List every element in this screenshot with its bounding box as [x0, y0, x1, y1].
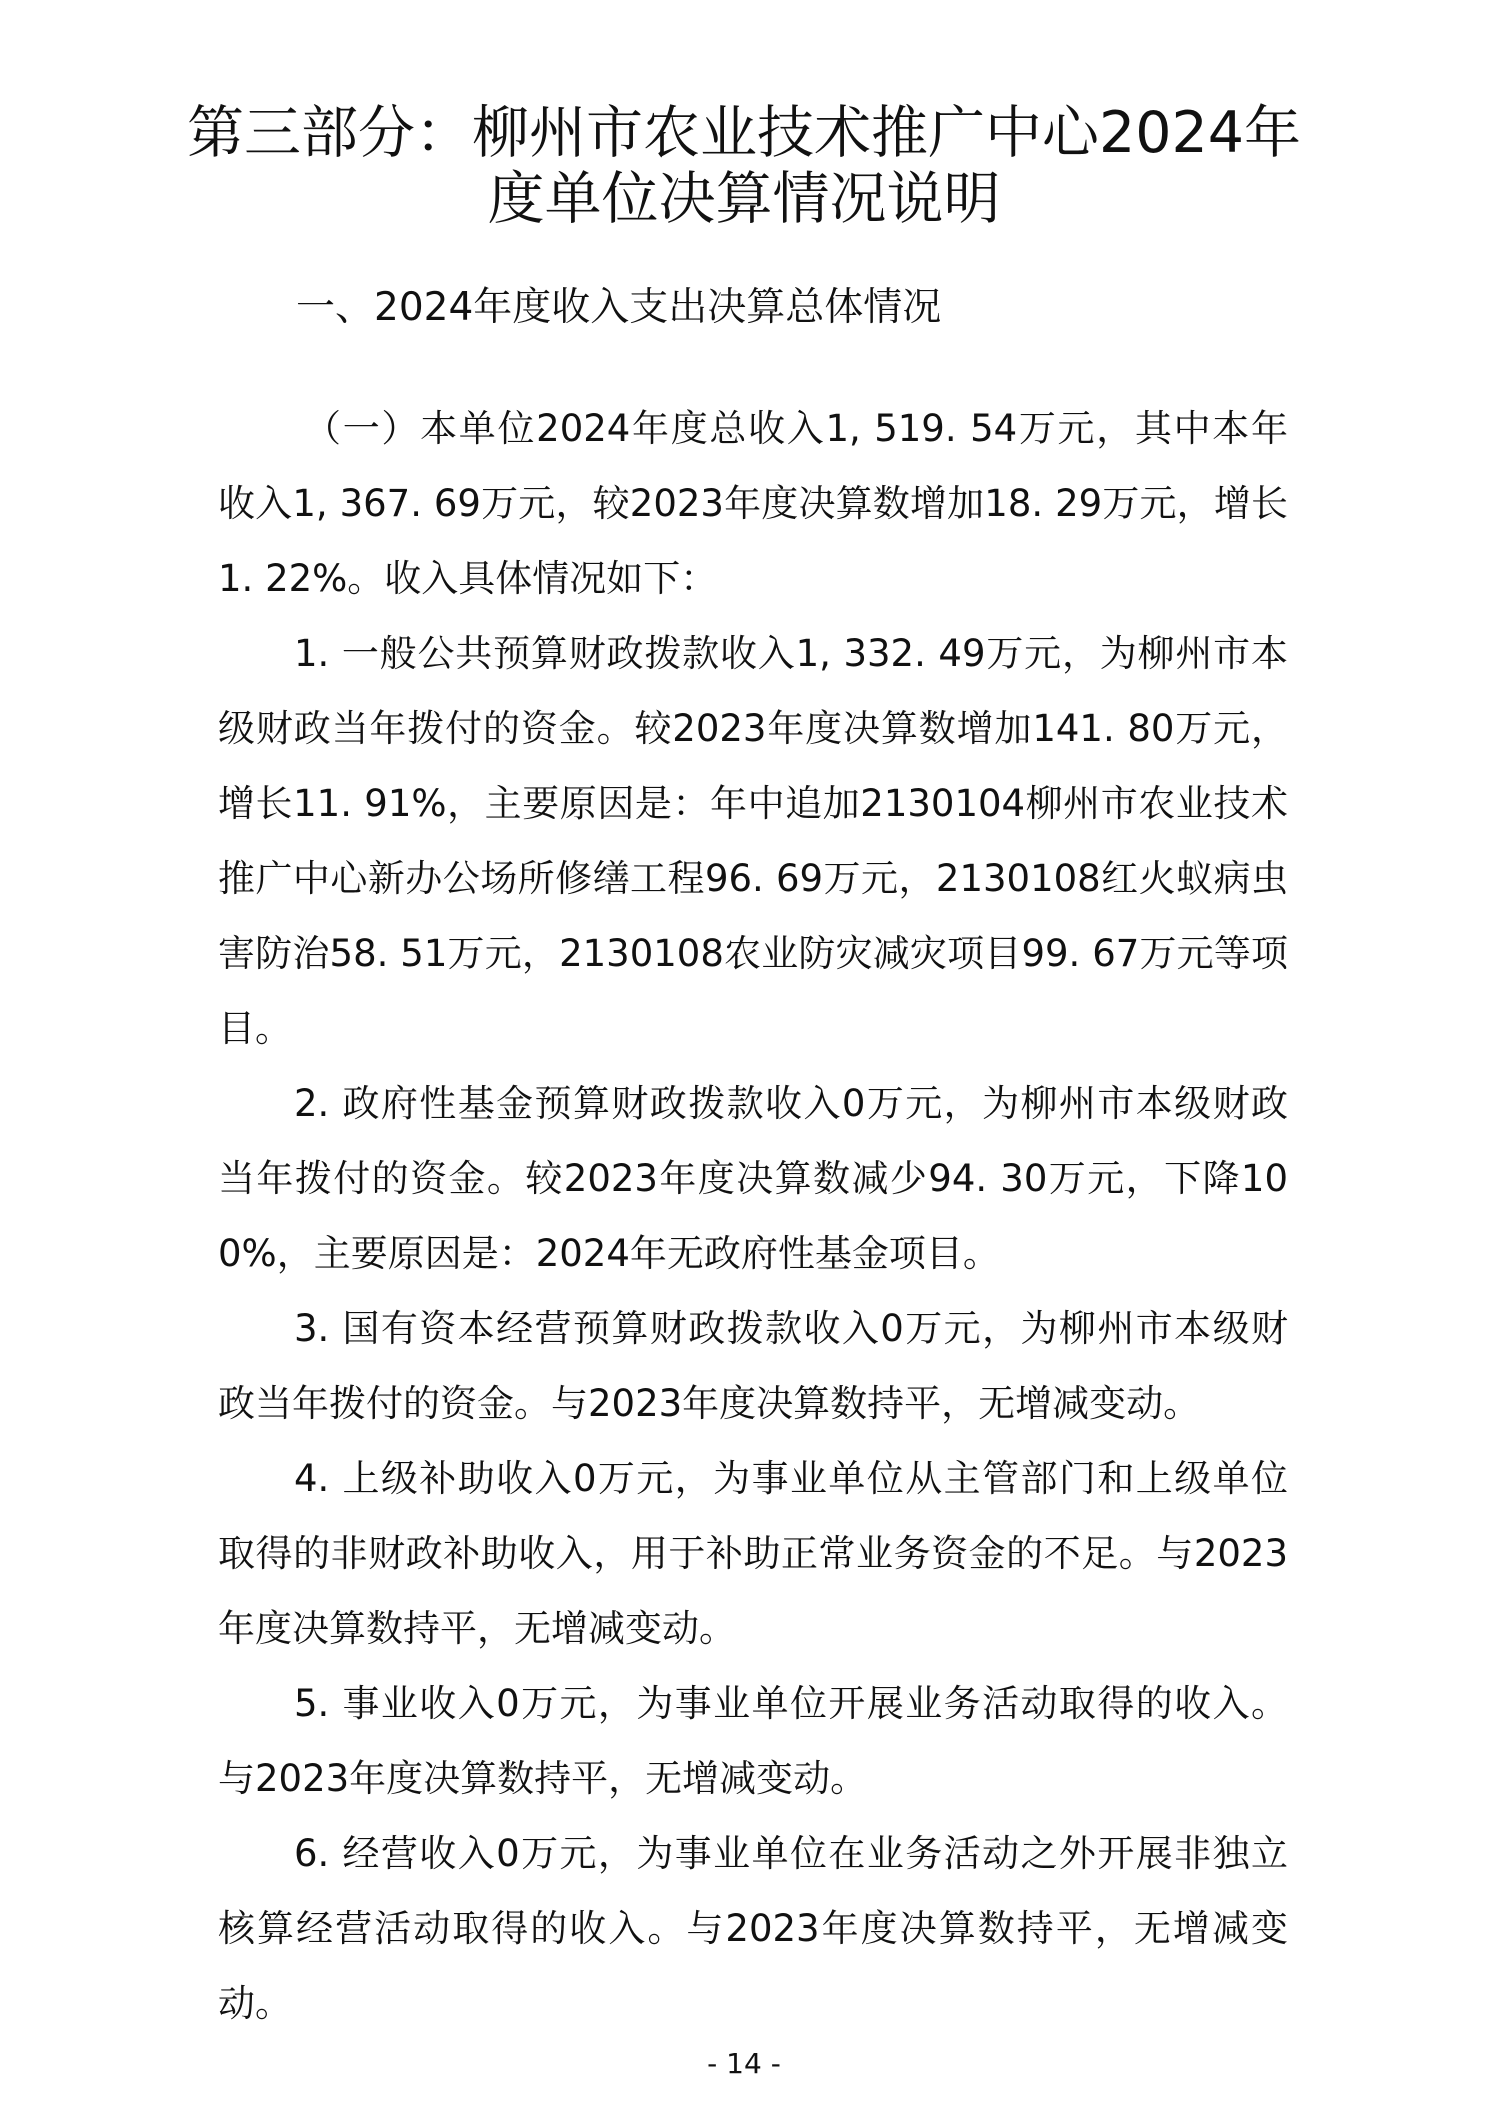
paragraph-operating-income: 6. 经营收入0万元，为事业单位在业务活动之外开展非独立核算经营活动取得的收入。与2023年度决算数持平，无增减变动。 — [218, 1832, 1288, 2025]
paragraph-general-budget: 1. 一般公共预算财政拨款收入1, 332. 49万元，为柳州市本级财政当年拨付的资金。较2023年度决算数增加141. 80万元，增长11. 91%，主要原因是：年中追加2130104柳州市农业技术推广中心新办公场所修缮工程96. 69万元，2130108红火蚁病虫害防治58. 51万元，2130108农业防灾减灾项目99. 67万元等项目。 — [218, 632, 1288, 1050]
paragraph-government-fund: 2. 政府性基金预算财政拨款收入0万元，为柳州市本级财政当年拨付的资金。较2023年度决算数减少94. 30万元，下降100%，主要原因是：2024年无政府性基金项目。 — [218, 1082, 1288, 1275]
paragraph-total-income: （一）本单位2024年度总收入1, 519. 54万元，其中本年收入1, 367. 69万元，较2023年度决算数增加18. 29万元，增长1. 22%。收入具体情况如下： — [218, 407, 1288, 600]
paragraph-superior-subsidy: 4. 上级补助收入0万元，为事业单位从主管部门和上级单位取得的非财政补助收入，用于补助正常业务资金的不足。与2023年度决算数持平，无增减变动。 — [218, 1457, 1288, 1650]
page-number: - 14 - — [707, 2047, 781, 2080]
paragraph-business-income: 5. 事业收入0万元，为事业单位开展业务活动取得的收入。与2023年度决算数持平，无增减变动。 — [218, 1682, 1288, 1800]
paragraph-state-capital: 3. 国有资本经营预算财政拨款收入0万元，为柳州市本级财政当年拨付的资金。与2023年度决算数持平，无增减变动。 — [218, 1307, 1288, 1425]
page-title — [170, 100, 1318, 232]
section-heading: 一、2024年度收入支出决算总体情况 — [296, 285, 942, 330]
title-line-2: 度单位决算情况说明 — [487, 166, 1001, 232]
title-line-1: 第三部分：柳州市农业技术推广中心2024年 — [186, 100, 1302, 166]
body-text — [218, 391, 1288, 2041]
